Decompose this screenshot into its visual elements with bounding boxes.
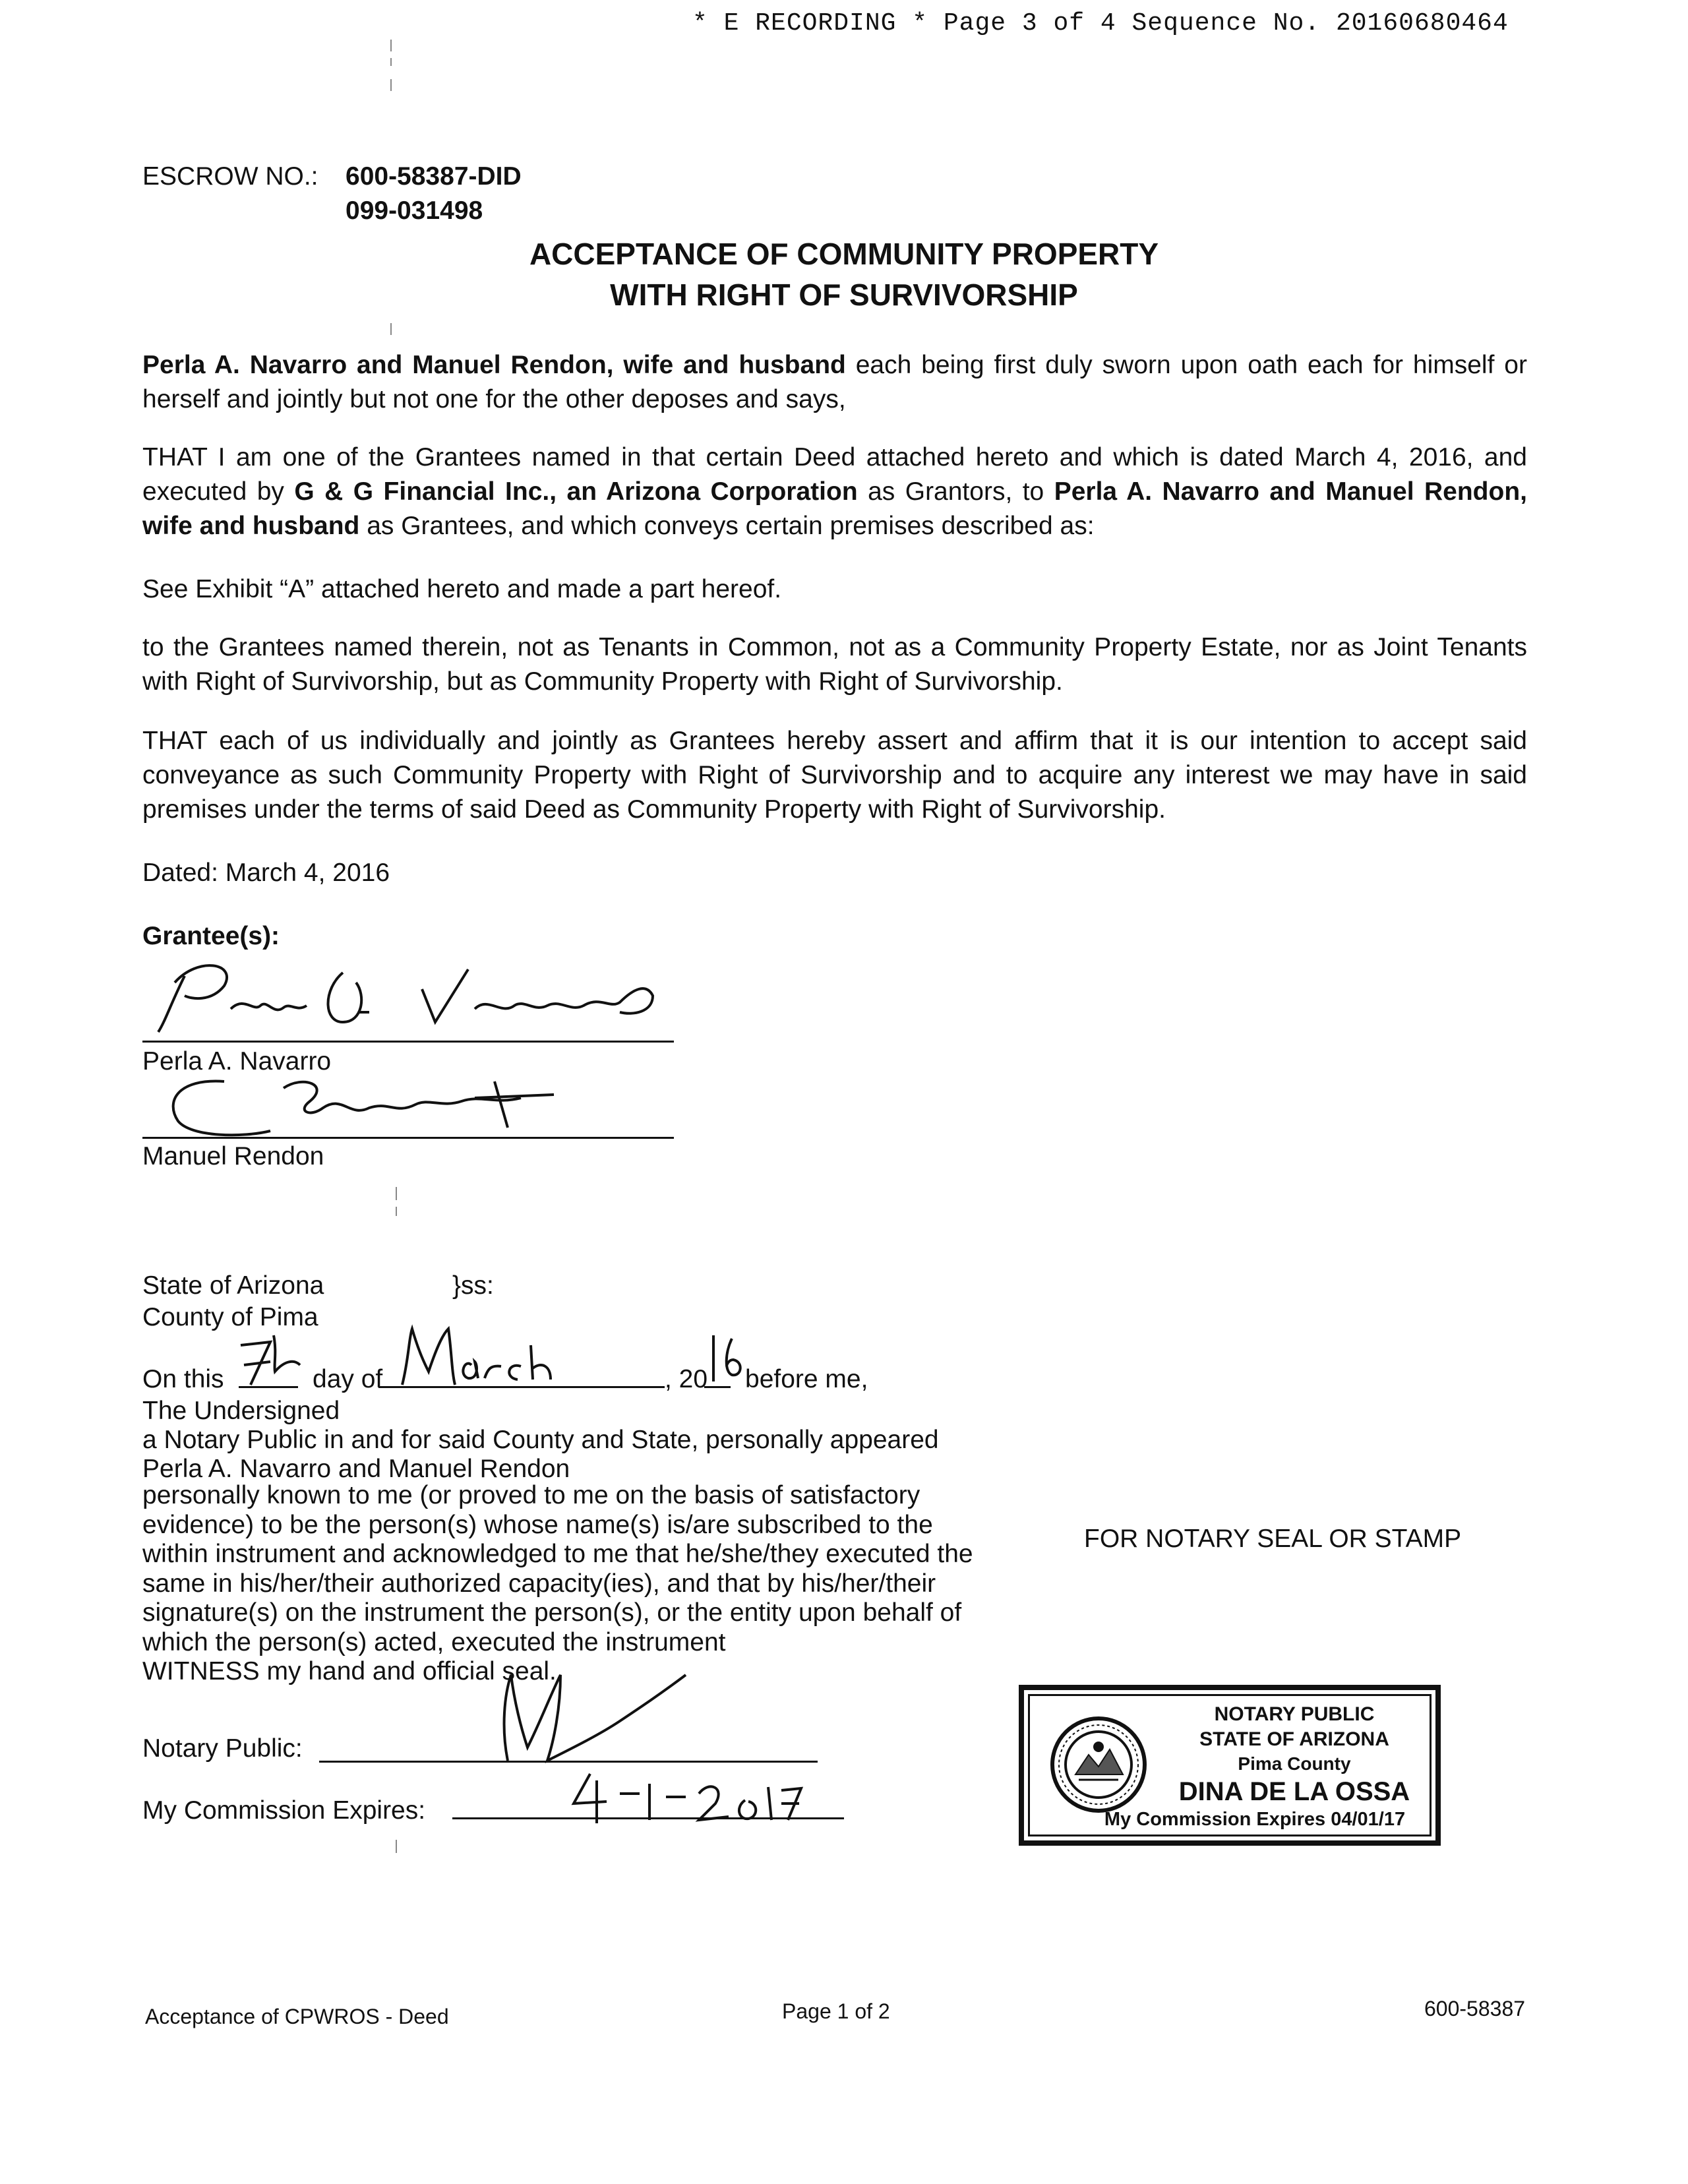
affiant-names: Perla A. Navarro and Manuel Rendon, wife and husband	[142, 351, 846, 379]
stamp-line-notary-name: DINA DE LA OSSA	[1178, 1777, 1410, 1806]
signature-line-1	[142, 1041, 674, 1043]
signature-perla-navarro	[145, 950, 686, 1042]
footer-left: Acceptance of CPWROS - Deed	[145, 2005, 449, 2028]
paragraph-tenancy: to the Grantees named therein, not as Tenants in Common, not as a Community Property Estate, nor as Joint Tenants with Right of Survivorship, but as Community Property with Right of Survivorship.	[142, 633, 1527, 696]
paragraph-exhibit: See Exhibit “A” attached hereto and made a part hereof.	[142, 575, 782, 603]
scan-mark	[390, 323, 392, 335]
deed-text-2: as Grantors, to	[857, 477, 1054, 506]
scan-mark	[390, 40, 392, 51]
paragraph-affiants	[142, 348, 1527, 417]
deed-text-1: THAT I am one of the Grantees named in that certain Deed attached hereto and which is dated March 4, 2016, and executed by	[142, 443, 1527, 506]
escrow-second-number: 099-031498	[346, 197, 483, 225]
notary-before-me: before me,	[745, 1365, 868, 1393]
notary-day-of: day of	[313, 1365, 383, 1393]
affiant-oath-text: each being first duly sworn upon oath each for himself or herself and jointly but not one for the other deposes and says,	[142, 351, 1527, 413]
stamp-line-county: Pima County	[1238, 1753, 1351, 1774]
notary-public-label: Notary Public:	[142, 1734, 303, 1763]
grantees-heading: Grantee(s):	[142, 922, 280, 950]
commission-expires-label: My Commission Expires:	[142, 1796, 426, 1825]
ack-line: signature(s) on the instrument the person(s), or the entity upon behalf of	[142, 1598, 962, 1627]
scan-mark	[390, 58, 392, 66]
stamp-line-notary-public: NOTARY PUBLIC	[1214, 1703, 1375, 1725]
handwritten-expiry	[567, 1767, 804, 1827]
notary-appeared-line: a Notary Public in and for said County and State, personally appeared	[142, 1426, 939, 1454]
dated-line: Dated: March 4, 2016	[142, 859, 390, 887]
ack-line: same in his/her/their authorized capacity(ies), and that by his/her/their	[142, 1569, 936, 1598]
notary-on-this: On this	[142, 1365, 224, 1393]
paragraph-deed	[142, 440, 1527, 543]
handwritten-day	[234, 1325, 313, 1391]
notary-county: County of Pima	[142, 1303, 318, 1331]
paragraph-affirmation: THAT each of us individually and jointly as Grantees hereby assert and affirm that it is our intention to accept said conveyance as such Community Property with Right of Survivorship and to acquire any interest we may have in said premises under the terms of said Deed as Community Property with Right of Survivorship.	[142, 727, 1527, 824]
grantee-name-2: Manuel Rendon	[142, 1142, 324, 1170]
grantee-names: Perla A. Navarro and Manuel Rendon, wife and husband	[142, 477, 1527, 540]
signature-line-2	[142, 1137, 674, 1139]
notary-undersigned: The Undersigned	[142, 1397, 340, 1425]
state-seal-icon	[1049, 1715, 1148, 1814]
notary-stamp	[1019, 1685, 1441, 1846]
ack-line: within instrument and acknowledged to me that he/she/they executed the	[142, 1540, 973, 1568]
footer-right: 600-58387	[1424, 1997, 1526, 2020]
scan-mark	[390, 79, 392, 91]
scan-mark	[396, 1207, 397, 1216]
scan-mark	[396, 1840, 397, 1853]
ack-line: WITNESS my hand and official seal.	[142, 1657, 557, 1685]
notary-state: State of Arizona	[142, 1271, 324, 1300]
ack-line: personally known to me (or proved to me on the basis of satisfactory	[142, 1481, 920, 1509]
footer-page-number: Page 1 of 2	[782, 1999, 890, 2023]
handwritten-month	[396, 1319, 607, 1391]
ack-line: which the person(s) acted, executed the instrument	[142, 1627, 726, 1656]
notary-year-line	[704, 1386, 731, 1388]
grantor-name: G & G Financial Inc., an Arizona Corporation	[294, 477, 858, 506]
escrow-number: 600-58387-DID	[346, 162, 522, 191]
notary-public-signature	[488, 1649, 725, 1774]
notary-appeared-names: Perla A. Navarro and Manuel Rendon	[142, 1455, 570, 1483]
scan-mark	[396, 1187, 397, 1200]
signature-manuel-rendon	[152, 1068, 613, 1147]
grantee-name-1: Perla A. Navarro	[142, 1047, 332, 1076]
notary-ss: }ss:	[452, 1271, 494, 1300]
stamp-line-expiry: My Commission Expires 04/01/17	[1104, 1809, 1406, 1830]
stamp-line-state: STATE OF ARIZONA	[1199, 1728, 1389, 1750]
notary-year-prefix: , 20	[665, 1365, 708, 1393]
deed-text-3: as Grantees, and which conveys certain premises described as:	[359, 512, 1095, 540]
ack-line: evidence) to be the person(s) whose name(s) is/are subscribed to the	[142, 1510, 933, 1539]
document-title-line2: WITH RIGHT OF SURVIVORSHIP	[610, 278, 1078, 312]
seal-label: FOR NOTARY SEAL OR STAMP	[1084, 1525, 1462, 1553]
document-title-line1: ACCEPTANCE OF COMMUNITY PROPERTY	[529, 237, 1159, 271]
escrow-label: ESCROW NO.:	[142, 162, 318, 191]
recording-header: * E RECORDING * Page 3 of 4 Sequence No. 20160680464	[692, 9, 1509, 38]
